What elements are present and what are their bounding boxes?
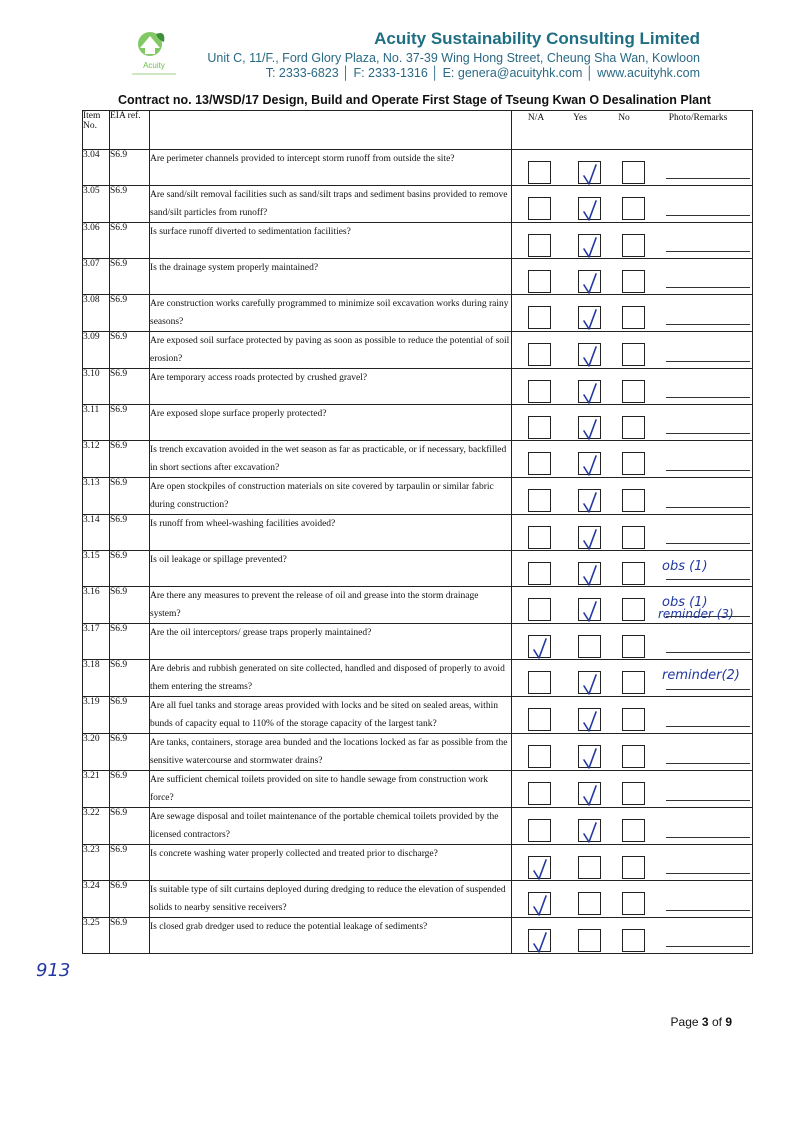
checkbox-yes[interactable]	[578, 929, 601, 952]
checkbox-na[interactable]	[528, 819, 551, 842]
checkbox-na[interactable]	[528, 161, 551, 184]
checkbox-no[interactable]	[622, 635, 645, 658]
checklist-row	[83, 515, 753, 551]
checklist-row	[83, 587, 753, 624]
item-number: 3.12	[83, 441, 110, 478]
item-number: 3.10	[83, 369, 110, 405]
eia-ref: S6.9	[110, 660, 150, 697]
eia-ref: S6.9	[110, 551, 150, 587]
remarks-line	[666, 579, 750, 580]
question-text: Are sand/silt removal facilities such as sand/silt traps and sediment basins provided to remove sand/silt particles from runoff?	[150, 186, 512, 223]
checkbox-na[interactable]	[528, 197, 551, 220]
item-number: 3.20	[83, 734, 110, 771]
item-number: 3.21	[83, 771, 110, 808]
handwritten-note: 913	[36, 960, 71, 981]
checkbox-na[interactable]	[528, 562, 551, 585]
checkbox-no[interactable]	[622, 562, 645, 585]
answer-cell	[512, 624, 753, 660]
remarks-line	[666, 837, 750, 838]
check-mark-icon	[581, 309, 599, 331]
item-number: 3.13	[83, 478, 110, 515]
checkbox-no[interactable]	[622, 598, 645, 621]
check-mark-icon	[581, 711, 599, 733]
remarks-line	[666, 507, 750, 508]
check-mark-icon	[581, 674, 599, 696]
remarks-line	[666, 873, 750, 874]
check-mark-icon	[581, 492, 599, 514]
checklist-row	[83, 150, 753, 186]
answer-cell	[512, 369, 753, 405]
check-mark-icon	[581, 455, 599, 477]
remarks-line	[666, 215, 750, 216]
eia-ref: S6.9	[110, 697, 150, 734]
question-text: Is concrete washing water properly collected and treated prior to discharge?	[150, 845, 512, 881]
check-mark-icon	[581, 346, 599, 368]
checkbox-yes[interactable]	[578, 745, 601, 768]
checkbox-na[interactable]	[528, 782, 551, 805]
checkbox-yes[interactable]	[578, 598, 601, 621]
checkbox-na[interactable]	[528, 745, 551, 768]
item-number: 3.11	[83, 405, 110, 441]
eia-ref: S6.9	[110, 441, 150, 478]
checkbox-na[interactable]	[528, 892, 551, 915]
checkbox-yes[interactable]	[578, 671, 601, 694]
col-no: No	[618, 113, 630, 123]
checkbox-yes[interactable]	[578, 635, 601, 658]
logo-text: Acuity	[143, 61, 165, 70]
answer-cell	[512, 441, 753, 478]
checkbox-na[interactable]	[528, 270, 551, 293]
eia-ref: S6.9	[110, 918, 150, 954]
question-text: Are exposed slope surface properly protected?	[150, 405, 512, 441]
question-text: Are sewage disposal and toilet maintenance of the portable chemical toilets provided by the licensed contractors?	[150, 808, 512, 845]
eia-ref: S6.9	[110, 478, 150, 515]
remarks-line	[666, 689, 750, 690]
checkbox-no[interactable]	[622, 306, 645, 329]
check-mark-icon	[531, 638, 549, 660]
check-mark-icon	[581, 601, 599, 623]
question-text: Is surface runoff diverted to sedimentation facilities?	[150, 223, 512, 259]
checkbox-na[interactable]	[528, 380, 551, 403]
question-text: Are exposed soil surface protected by paving as soon as possible to reduce the potential of soil erosion?	[150, 332, 512, 369]
page-number: Page 3 of 9	[670, 1015, 732, 1029]
check-mark-icon	[581, 565, 599, 587]
item-number: 3.09	[83, 332, 110, 369]
remark-text: obs (1)	[662, 559, 708, 574]
checkbox-na[interactable]	[528, 635, 551, 658]
question-text: Are perimeter channels provided to intercept storm runoff from outside the site?	[150, 150, 512, 186]
checkbox-yes[interactable]	[578, 526, 601, 549]
checklist-row	[83, 624, 753, 660]
remarks-line	[666, 251, 750, 252]
company-logo	[126, 26, 182, 78]
check-mark-icon	[531, 895, 549, 917]
company-name: Acuity Sustainability Consulting Limited	[374, 29, 700, 48]
remarks-line	[666, 910, 750, 911]
remarks-line	[666, 397, 750, 398]
remarks-line	[666, 652, 750, 653]
eia-ref: S6.9	[110, 845, 150, 881]
checkbox-no[interactable]	[622, 452, 645, 475]
col-yes: Yes	[573, 113, 587, 123]
checkbox-na[interactable]	[528, 416, 551, 439]
eia-ref: S6.9	[110, 881, 150, 918]
checkbox-no[interactable]	[622, 782, 645, 805]
col-na: N/A	[527, 113, 545, 123]
item-number: 3.25	[83, 918, 110, 954]
checkbox-yes[interactable]	[578, 380, 601, 403]
checkbox-yes[interactable]	[578, 306, 601, 329]
checkbox-na[interactable]	[528, 856, 551, 879]
checkbox-no[interactable]	[622, 489, 645, 512]
checkbox-na[interactable]	[528, 452, 551, 475]
checklist-row	[83, 918, 753, 954]
answer-cell	[512, 150, 753, 186]
checkbox-no[interactable]	[622, 708, 645, 731]
eia-ref: S6.9	[110, 186, 150, 223]
item-number: 3.07	[83, 259, 110, 295]
check-mark-icon	[581, 237, 599, 259]
checklist-row	[83, 808, 753, 845]
checkbox-na[interactable]	[528, 343, 551, 366]
remarks-line	[666, 800, 750, 801]
remark-text: obs (1)	[662, 595, 708, 610]
checkbox-yes[interactable]	[578, 856, 601, 879]
eia-ref: S6.9	[110, 515, 150, 551]
question-text: Is closed grab dredger used to reduce the potential leakage of sediments?	[150, 918, 512, 954]
question-text: Is runoff from wheel-washing facilities avoided?	[150, 515, 512, 551]
answer-cell	[512, 186, 753, 223]
remarks-line	[666, 324, 750, 325]
remarks-line	[666, 287, 750, 288]
col-question	[150, 111, 512, 150]
checkbox-no[interactable]	[622, 929, 645, 952]
question-text: Are there any measures to prevent the release of oil and grease into the storm drainage system?	[150, 587, 512, 624]
checklist-row	[83, 186, 753, 223]
answer-cell	[512, 551, 753, 587]
remarks-line	[666, 470, 750, 471]
check-mark-icon	[581, 748, 599, 770]
checkbox-na[interactable]	[528, 234, 551, 257]
checkbox-no[interactable]	[622, 197, 645, 220]
company-contact: T: 2333-6823 │ F: 2333-1316 │ E: genera@acuityhk.com │ www.acuityhk.com	[265, 66, 700, 80]
question-text: Are debris and rubbish generated on site collected, handled and disposed of properly to avoid them entering the streams?	[150, 660, 512, 697]
checkbox-yes[interactable]	[578, 892, 601, 915]
remarks-line	[666, 361, 750, 362]
item-number: 3.16	[83, 587, 110, 624]
answer-cell	[512, 771, 753, 808]
question-text: Is the drainage system properly maintained?	[150, 259, 512, 295]
answer-cell	[512, 660, 753, 697]
answer-cell	[512, 405, 753, 441]
item-number: 3.14	[83, 515, 110, 551]
item-number: 3.18	[83, 660, 110, 697]
checklist-row	[83, 845, 753, 881]
checklist-row	[83, 697, 753, 734]
checkbox-no[interactable]	[622, 745, 645, 768]
checkbox-yes[interactable]	[578, 197, 601, 220]
checkbox-yes[interactable]	[578, 343, 601, 366]
checklist-table	[82, 110, 753, 954]
checkbox-no[interactable]	[622, 856, 645, 879]
eia-ref: S6.9	[110, 771, 150, 808]
eia-ref: S6.9	[110, 734, 150, 771]
item-number: 3.19	[83, 697, 110, 734]
checkbox-yes[interactable]	[578, 489, 601, 512]
check-mark-icon	[581, 164, 599, 186]
answer-cell	[512, 259, 753, 295]
question-text: Is oil leakage or spillage prevented?	[150, 551, 512, 587]
answer-cell	[512, 697, 753, 734]
checkbox-na[interactable]	[528, 929, 551, 952]
remarks-line	[666, 178, 750, 179]
checklist-row	[83, 405, 753, 441]
checkbox-yes[interactable]	[578, 782, 601, 805]
checkbox-na[interactable]	[528, 489, 551, 512]
check-mark-icon	[581, 273, 599, 295]
remarks-line	[666, 946, 750, 947]
check-mark-icon	[531, 932, 549, 954]
remarks-line	[666, 543, 750, 544]
remarks-line	[666, 726, 750, 727]
item-number: 3.23	[83, 845, 110, 881]
check-mark-icon	[581, 383, 599, 405]
eia-ref: S6.9	[110, 332, 150, 369]
eia-ref: S6.9	[110, 808, 150, 845]
contract-title: Contract no. 13/WSD/17 Design, Build and Operate First Stage of Tseung Kwan O Desalination Plant	[118, 93, 711, 107]
checklist-row	[83, 734, 753, 771]
checkbox-no[interactable]	[622, 416, 645, 439]
checkbox-na[interactable]	[528, 708, 551, 731]
check-mark-icon	[581, 529, 599, 551]
checkbox-no[interactable]	[622, 526, 645, 549]
checkbox-no[interactable]	[622, 892, 645, 915]
answer-cell	[512, 881, 753, 918]
answer-cell	[512, 587, 753, 624]
item-number: 3.05	[83, 186, 110, 223]
check-mark-icon	[581, 419, 599, 441]
col-item: Item No.	[83, 111, 110, 150]
item-number: 3.17	[83, 624, 110, 660]
checkbox-yes[interactable]	[578, 234, 601, 257]
checklist-row	[83, 881, 753, 918]
checkbox-yes[interactable]	[578, 708, 601, 731]
checkbox-no[interactable]	[622, 380, 645, 403]
checkbox-yes[interactable]	[578, 562, 601, 585]
eia-ref: S6.9	[110, 223, 150, 259]
answer-cell	[512, 515, 753, 551]
checkbox-no[interactable]	[622, 671, 645, 694]
col-remarks: Photo/Remarks	[668, 113, 728, 123]
checkbox-na[interactable]	[528, 598, 551, 621]
company-address: Unit C, 11/F., Ford Glory Plaza, No. 37-39 Wing Hong Street, Cheung Sha Wan, Kowloon	[207, 51, 700, 65]
answer-cell	[512, 734, 753, 771]
checkbox-na[interactable]	[528, 526, 551, 549]
eia-ref: S6.9	[110, 259, 150, 295]
checkbox-na[interactable]	[528, 306, 551, 329]
checklist-row	[83, 551, 753, 587]
question-text: Are construction works carefully programmed to minimize soil excavation works during rainy seasons?	[150, 295, 512, 332]
checkbox-yes[interactable]	[578, 416, 601, 439]
answer-cell	[512, 332, 753, 369]
answer-cell	[512, 478, 753, 515]
item-number: 3.06	[83, 223, 110, 259]
answer-cell	[512, 223, 753, 259]
eia-ref: S6.9	[110, 405, 150, 441]
checkbox-yes[interactable]	[578, 161, 601, 184]
checklist-row	[83, 771, 753, 808]
check-mark-icon	[581, 200, 599, 222]
remark-text: reminder(2)	[662, 668, 740, 683]
question-text: Are all fuel tanks and storage areas provided with locks and be sited on sealed areas, within bunds of capacity equal to 110% of the storage capacity of the largest tank?	[150, 697, 512, 734]
checkbox-no[interactable]	[622, 161, 645, 184]
item-number: 3.04	[83, 150, 110, 186]
checklist-row	[83, 223, 753, 259]
eia-ref: S6.9	[110, 295, 150, 332]
question-text: Is suitable type of silt curtains deployed during dredging to reduce the elevation of suspended solids to nearby sensitive receivers?	[150, 881, 512, 918]
check-mark-icon	[581, 822, 599, 844]
question-text: Are temporary access roads protected by crushed gravel?	[150, 369, 512, 405]
answer-cell	[512, 845, 753, 881]
answer-cell	[512, 808, 753, 845]
eia-ref: S6.9	[110, 369, 150, 405]
question-text: Are sufficient chemical toilets provided on site to handle sewage from construction work force?	[150, 771, 512, 808]
answer-cell	[512, 918, 753, 954]
checklist-row	[83, 660, 753, 697]
item-number: 3.22	[83, 808, 110, 845]
eia-ref: S6.9	[110, 587, 150, 624]
checklist-row	[83, 369, 753, 405]
remark-text-2: reminder (3)	[658, 607, 734, 621]
checkbox-yes[interactable]	[578, 819, 601, 842]
item-number: 3.15	[83, 551, 110, 587]
question-text: Is trench excavation avoided in the wet season as far as practicable, or if necessary, backfilled in short sections after excavation?	[150, 441, 512, 478]
checkbox-yes[interactable]	[578, 270, 601, 293]
checklist-row	[83, 332, 753, 369]
check-mark-icon	[581, 785, 599, 807]
item-number: 3.08	[83, 295, 110, 332]
checkbox-na[interactable]	[528, 671, 551, 694]
remarks-line	[666, 433, 750, 434]
col-eia: EIA ref.	[110, 111, 150, 150]
question-text: Are open stockpiles of construction materials on site covered by tarpaulin or similar fabric during construction?	[150, 478, 512, 515]
answer-cell	[512, 295, 753, 332]
eia-ref: S6.9	[110, 150, 150, 186]
eia-ref: S6.9	[110, 624, 150, 660]
checklist-row	[83, 478, 753, 515]
checklist-row	[83, 259, 753, 295]
checkbox-no[interactable]	[622, 819, 645, 842]
checklist-row	[83, 441, 753, 478]
checkbox-yes[interactable]	[578, 452, 601, 475]
check-mark-icon	[531, 859, 549, 881]
question-text: Are the oil interceptors/ grease traps properly maintained?	[150, 624, 512, 660]
checkbox-no[interactable]	[622, 270, 645, 293]
checklist-row	[83, 295, 753, 332]
checkbox-no[interactable]	[622, 234, 645, 257]
item-number: 3.24	[83, 881, 110, 918]
remarks-line	[666, 763, 750, 764]
checkbox-no[interactable]	[622, 343, 645, 366]
col-answers	[512, 111, 753, 150]
question-text: Are tanks, containers, storage area bunded and the locations locked as far as possible from the sensitive watercourse and stormwater drains?	[150, 734, 512, 771]
